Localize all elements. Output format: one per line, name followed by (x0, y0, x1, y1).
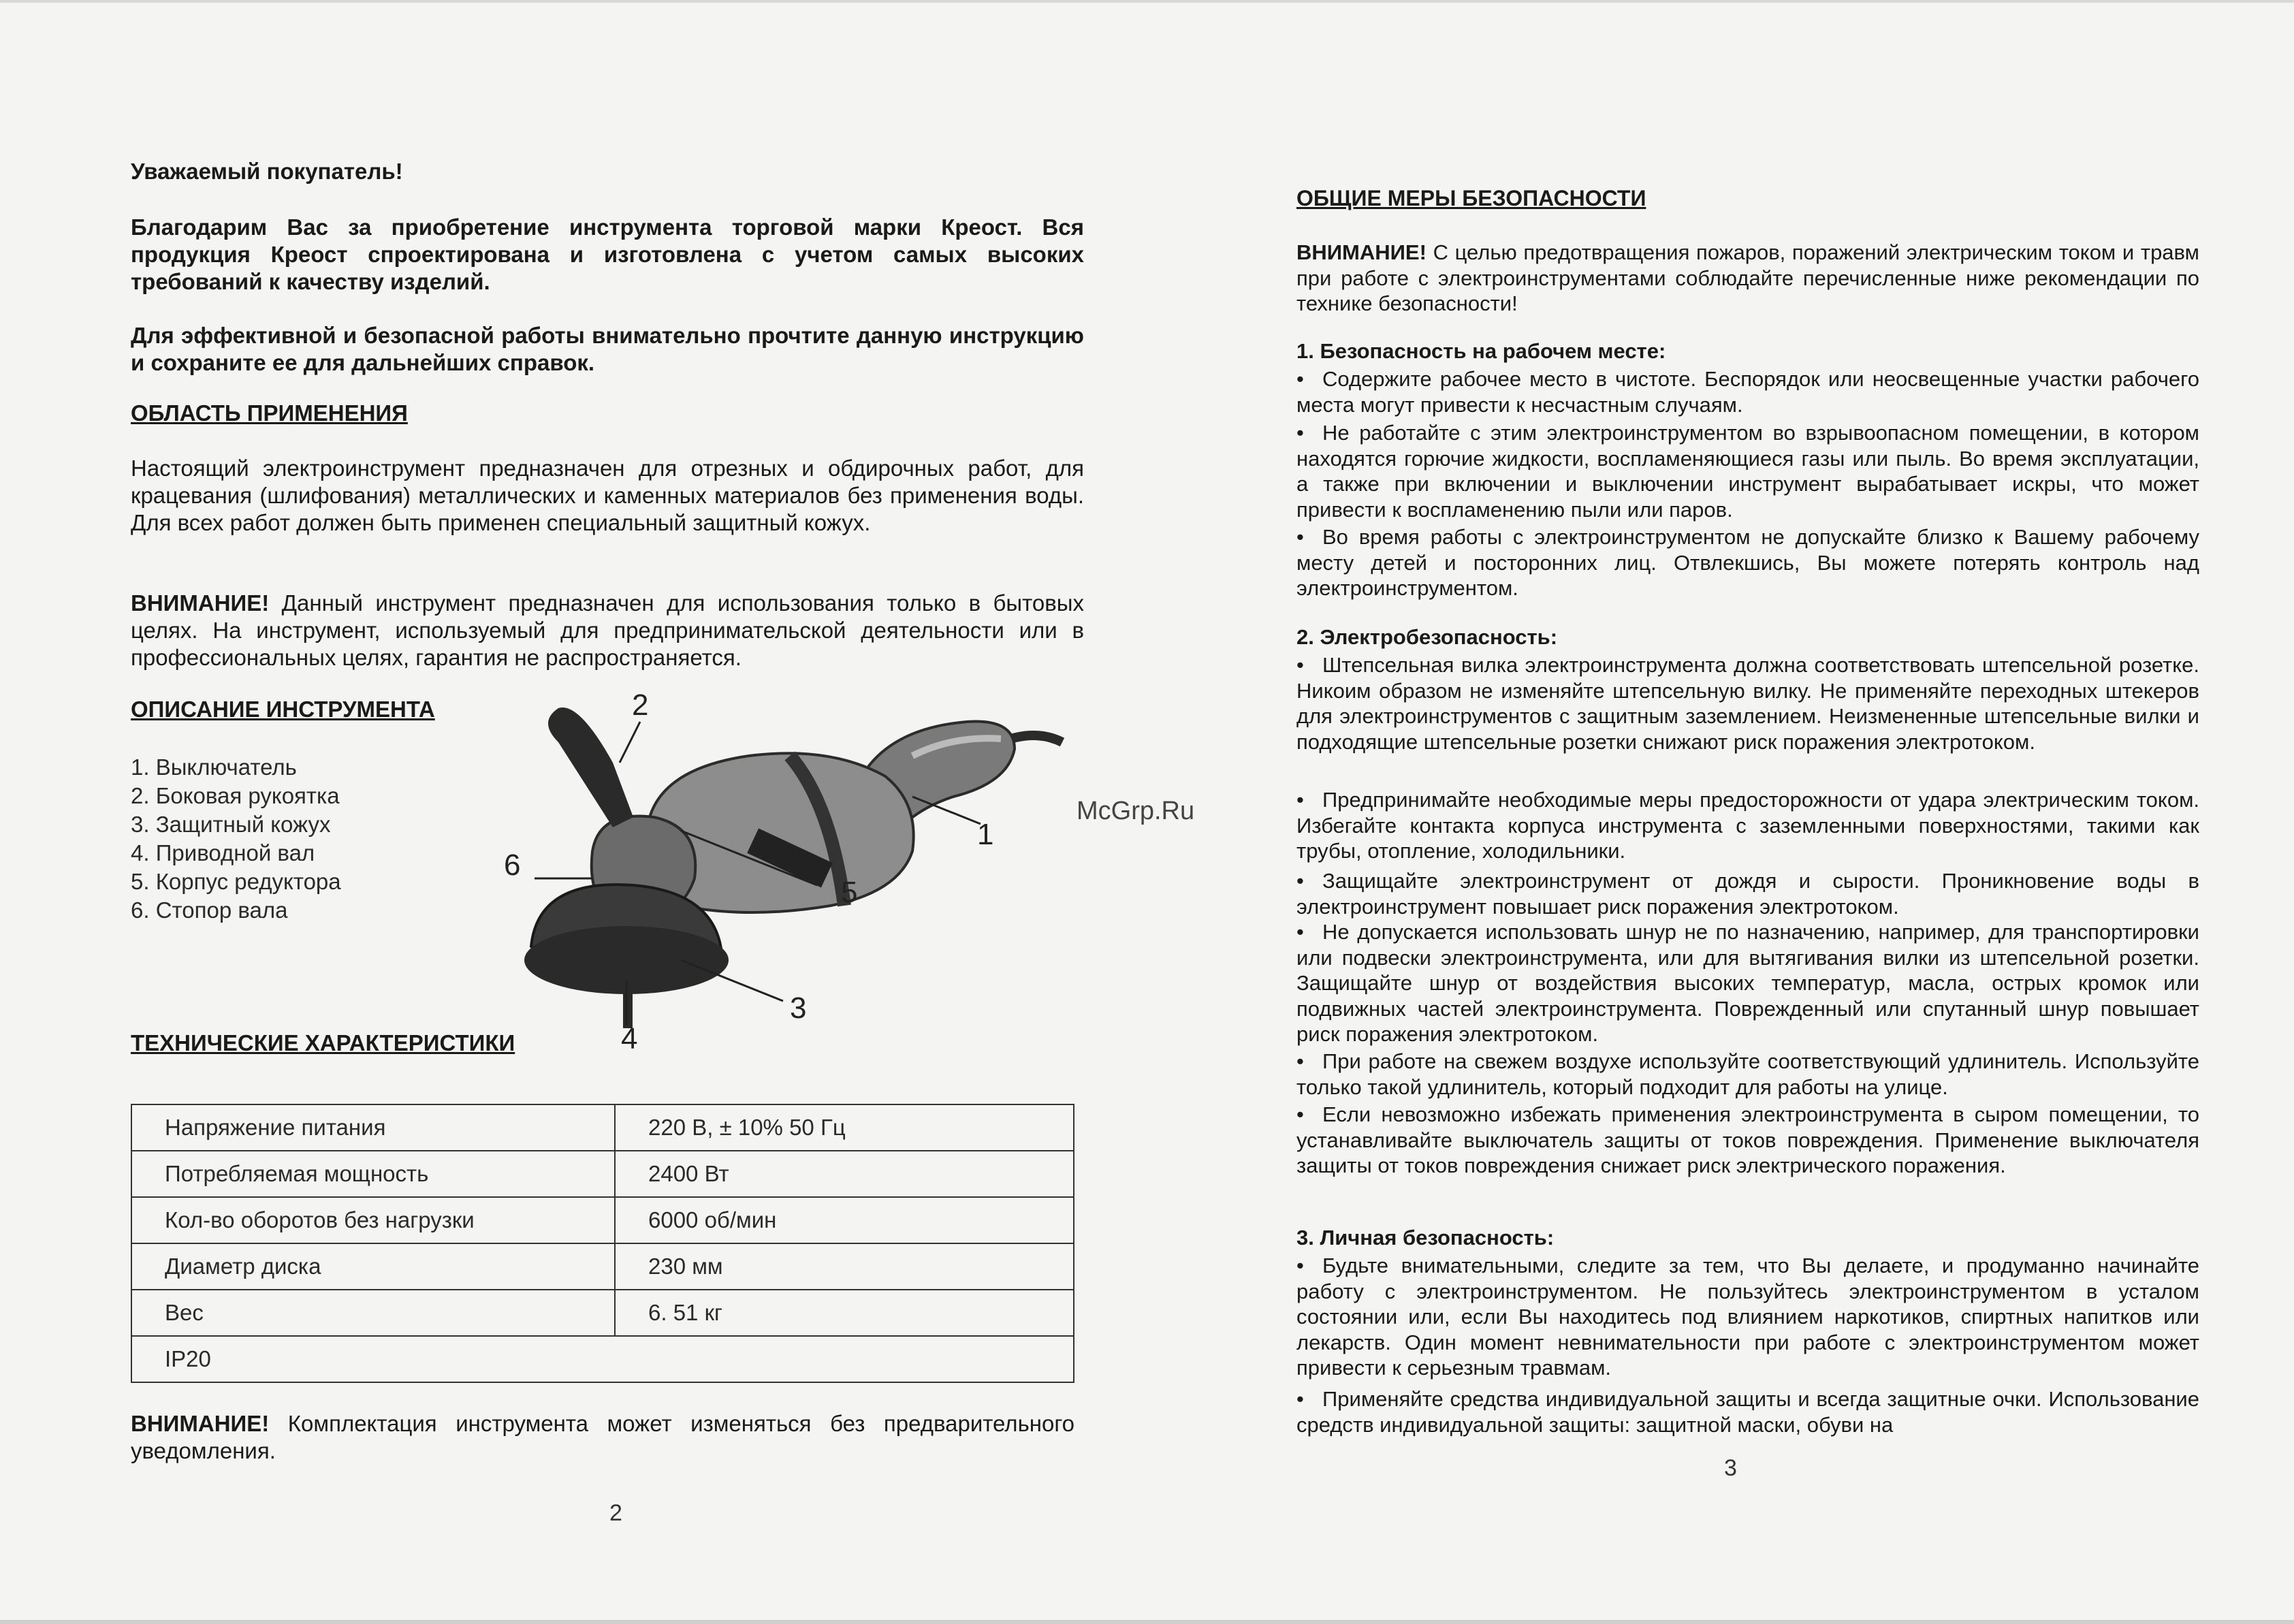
warning-label: ВНИМАНИЕ! (131, 590, 270, 616)
read-instructions-paragraph: Для эффективной и безопасной работы внимательно прочтите данную инструкцию и сохраните ее для дальнейших справок. (131, 323, 1084, 375)
list-item: • Предпринимайте необходимые меры предосторожности от удара электрическим током. Избегайте контакта корпуса инструмента с заземленными поверхностями, такими как трубы, отопление, холодильники. (1296, 788, 2199, 863)
warning-label: ВНИМАНИЕ! (131, 1411, 270, 1436)
scope-paragraph: Настоящий электроинструмент предназначен для отрезных и обдирочных работ, для крацевания (шлифования) металлических и каменных материалов без применения воды. Для всех работ должен быть применен специальный защитный кожух. (131, 456, 1084, 535)
parts-list (131, 753, 341, 925)
callout-3: 3 (790, 991, 807, 1025)
list-item: • Будьте внимательными, следите за тем, что Вы делаете, и продуманно начинайте работу с электроинструментом. Не пользуйтесь электроинструментом в усталом состоянии или, если Вы находитесь под влиянием наркотиков, спиртных напитков или лекарств. Один момент невнимательности при работе с электроинструментом может привести к серьезным травмам. (1296, 1254, 2199, 1380)
warning-package (131, 1410, 1074, 1465)
spec-name: IP20 (131, 1336, 1074, 1382)
spec-value: 230 мм (615, 1243, 1074, 1290)
list-item: • При работе на свежем воздухе используйте соответствующий удлинитель. Используйте только такой удлинитель, который подходит для работы на улице. (1296, 1049, 2199, 1099)
scan-edge-bottom (0, 1620, 2294, 1624)
spec-value: 6000 об/мин (615, 1197, 1074, 1243)
thanks-paragraph: Благодарим Вас за приобретение инструмента торговой марки Креост. Вся продукция Креост спроектирована и изготовлена с учетом самых высоких требований к качеству изделий. (131, 214, 1084, 294)
safety-intro-text: С целью предотвращения пожаров, поражений электрическим током и травм при работе с электроинструментами соблюдайте перечисленные ниже рекомендации по технике безопасности! (1296, 240, 2199, 315)
table-row (131, 1197, 1074, 1243)
warning-package-text: Комплектация инструмента может изменяться без предварительного уведомления. (131, 1411, 1074, 1463)
callout-2: 2 (632, 688, 649, 722)
angle-grinder-illustration (477, 681, 1103, 1062)
page-number-right: 3 (1724, 1455, 1737, 1481)
callout-6: 6 (504, 848, 521, 882)
list-item: • Применяйте средства индивидуальной защиты и всегда защитные очки. Использование средств индивидуальной защиты: защитной маски, обуви на (1296, 1387, 2199, 1437)
table-row (131, 1336, 1074, 1382)
callout-4: 4 (621, 1022, 638, 1055)
greeting: Уважаемый покупатель! (131, 159, 403, 184)
part-item: 3. Защитный кожух (131, 812, 331, 837)
spec-name: Вес (131, 1290, 615, 1336)
part-item: 6. Стопор вала (131, 897, 288, 923)
part-item: 4. Приводной вал (131, 840, 315, 865)
safety-intro (1296, 240, 2199, 317)
table-row (131, 1104, 1074, 1151)
list-item: • Во время работы с электроинструментом не допускайте близко к Вашему рабочему месту детей и посторонних лиц. Отвлекшись, Вы можете потерять контроль над электроинструментом. (1296, 525, 2199, 600)
spec-name: Напряжение питания (131, 1104, 615, 1151)
spec-value: 6. 51 кг (615, 1290, 1074, 1336)
part-item: 2. Боковая рукоятка (131, 783, 340, 808)
part-item: 1. Выключатель (131, 754, 297, 780)
spec-value: 220 В, ± 10% 50 Гц (615, 1104, 1074, 1151)
warning-usage-text: Данный инструмент предназначен для использования только в бытовых целях. На инструмент, используемый для предпринимательской деятельности или в профессиональных целях, гарантия не распространяется. (131, 590, 1084, 670)
list-item: • Штепсельная вилка электроинструмента должна соответствовать штепсельной розетке. Никоим образом не изменяйте штепсельную вилку. Не применяйте переходных штекеров для электроинструментов с защитным заземлением. Неизмененные штепсельные вилки и подходящие штепсельные розетки снижают риск поражения электротоком. (1296, 653, 2199, 754)
part-item: 5. Корпус редуктора (131, 869, 341, 894)
table-row (131, 1290, 1074, 1336)
side-handle (548, 707, 633, 827)
spec-name: Кол-во оборотов без нагрузки (131, 1197, 615, 1243)
list-item: • Содержите рабочее место в чистоте. Беспорядок или неосвещенные участки рабочего места могут привести к несчастным случаям. (1296, 367, 2199, 417)
spec-name: Потребляемая мощность (131, 1151, 615, 1197)
spec-name: Диаметр диска (131, 1243, 615, 1290)
table-row (131, 1243, 1074, 1290)
section-title: 2. Электробезопасность: (1296, 625, 1558, 649)
spec-value: 2400 Вт (615, 1151, 1074, 1197)
safety-heading: ОБЩИЕ МЕРЫ БЕЗОПАСНОСТИ (1296, 186, 1646, 210)
specs-heading: ТЕХНИЧЕСКИЕ ХАРАКТЕРИСТИКИ (131, 1030, 515, 1055)
page-number-left: 2 (609, 1500, 622, 1526)
section-title: 1. Безопасность на рабочем месте: (1296, 339, 1666, 363)
callout-1: 1 (977, 818, 994, 851)
callout-5: 5 (841, 876, 858, 909)
right-page (1147, 0, 2294, 1624)
table-row (131, 1151, 1074, 1197)
list-item: • Не допускается использовать шнур не по назначению, например, для транспортировки или подвески электроинструмента, или для вытягивания вилки из штепсельной розетки. Защищайте шнур от воздействия высоких температур, масла, острых кромок или подвижных частей электроинструмента. Поврежденный или спутанный шнур повышает риск поражения электротоком. (1296, 920, 2199, 1046)
description-heading: ОПИСАНИЕ ИНСТРУМЕНТА (131, 697, 435, 722)
specs-table (131, 1104, 1074, 1383)
list-item: • Защищайте электроинструмент от дождя и сырости. Проникновение воды в электроинструмент повышает риск поражения электротоком. (1296, 869, 2199, 919)
list-item: • Если невозможно избежать применения электроинструмента в сыром помещении, то устанавливайте выключатель защиты от токов повреждения. Применение выключателя защиты от токов повреждения снижает риск электрического поражения. (1296, 1102, 2199, 1177)
scope-heading: ОБЛАСТЬ ПРИМЕНЕНИЯ (131, 400, 408, 426)
spindle (623, 981, 633, 1028)
callout-line (620, 722, 640, 763)
warning-usage (131, 590, 1084, 671)
section-title: 3. Личная безопасность: (1296, 1226, 1555, 1249)
warning-label: ВНИМАНИЕ! (1296, 240, 1427, 264)
watermark: McGrp.Ru (1077, 797, 1195, 825)
list-item: • Не работайте с этим электроинструментом во взрывоопасном помещении, в котором находятся горючие жидкости, воспламеняющиеся газы или пыль. Во время эксплуатации, а также при включении и выключении инструмент вырабатывает искры, что может привести к воспламенению пыли или паров. (1296, 421, 2199, 522)
